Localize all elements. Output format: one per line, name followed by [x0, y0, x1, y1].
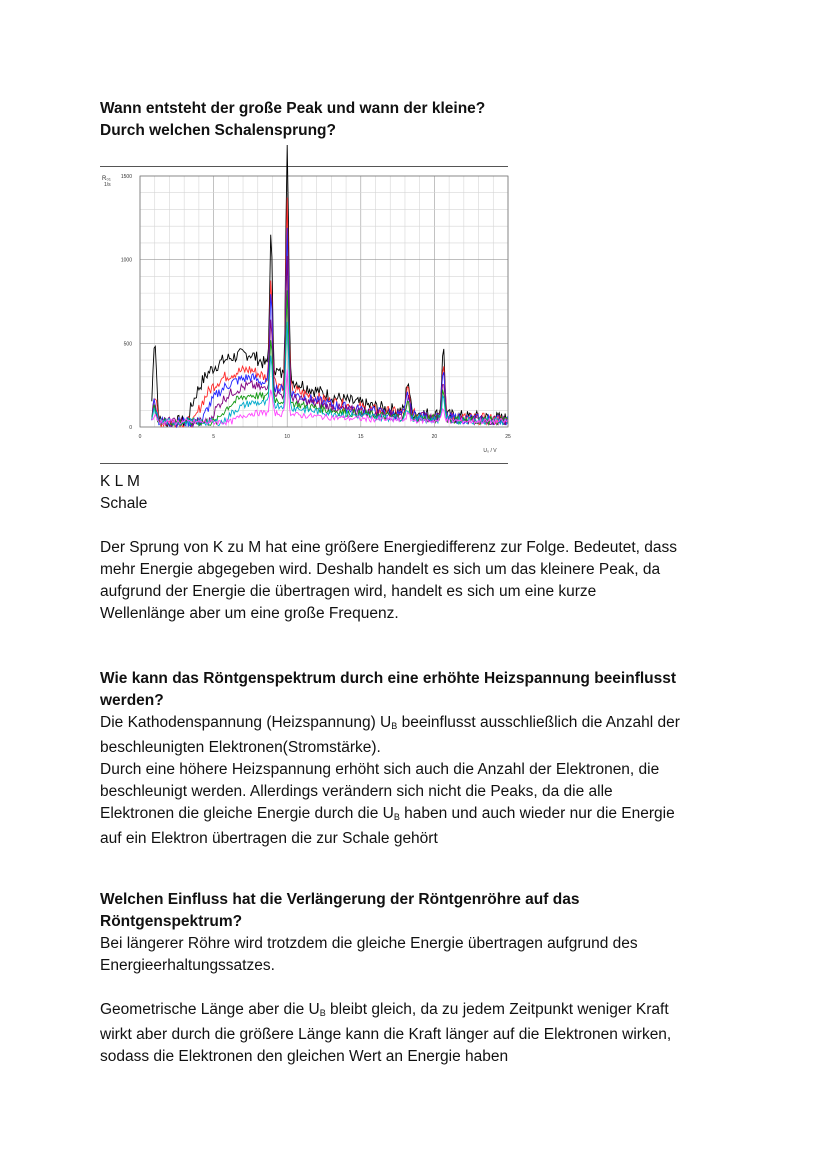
shell-labels: [100, 471, 740, 515]
para4-line2: wirkt aber durch die größere Länge kann die Kraft länger auf die Elektronen wirken,: [100, 1026, 672, 1043]
para2-line3: Durch eine höhere Heizspannung erhöht sich auch die Anzahl der Elektronen, die: [100, 761, 660, 778]
x-tick-label: 10: [284, 434, 290, 440]
para3-line1: Bei längerer Röhre wird trotzdem die gleiche Energie übertragen aufgrund des: [100, 935, 638, 952]
para2-line4: beschleunigt werden. Allerdings verändern sich nicht die Peaks, da die alle: [100, 783, 613, 800]
x-tick-label: 25: [505, 434, 511, 440]
heading-peaks: [100, 98, 730, 142]
xray-spectrum-chart: [100, 170, 510, 455]
y-tick-label: 0: [129, 425, 132, 431]
y-axis-unit: 1/s: [104, 182, 111, 188]
answer-peaks: [100, 537, 740, 625]
heading-peaks-line1: Wann entsteht der große Peak und wann der kleine?: [100, 100, 486, 117]
chart-series: [152, 145, 508, 427]
heading3-line2: Röntgenspektrum?: [100, 913, 243, 930]
shell-caption: Schale: [100, 495, 148, 512]
y-tick-label: 1000: [120, 257, 132, 264]
chart-svg: [100, 170, 510, 455]
para2-line6: auf ein Elektron übertragen die zur Schale gehört: [100, 830, 438, 847]
para1-line4: Wellenlänge aber um eine große Frequenz.: [100, 605, 399, 622]
heading-peaks-line2: Durch welchen Schalensprung?: [100, 122, 336, 139]
section-roehre: [100, 889, 740, 1068]
para4-line1: Geometrische Länge aber die $U_B$ bleibt gleich, da zu jedem Zeitpunkt weniger Kraft: [100, 1001, 669, 1018]
y-tick-label: 1500: [120, 174, 132, 180]
heading2-line1: Wie kann das Röntgenspektrum durch eine erhöhte Heizspannung beeinflusst: [100, 670, 677, 687]
para2-line5: Elektronen die gleiche Energie durch die $U_B$ haben und auch wieder nur die Energie: [100, 805, 675, 822]
section-heizspannung: [100, 668, 740, 850]
x-axis-label: U₀ / V: [483, 448, 497, 454]
spectrum-series-line: [152, 198, 508, 427]
x-tick-label: 20: [431, 434, 438, 440]
para2-line1: Die Kathodenspannung (Heizspannung) $U_B$ beeinflusst ausschließlich die Anzahl der: [100, 714, 680, 731]
heading2-line2: werden?: [100, 692, 164, 709]
plot-frame: [140, 176, 508, 427]
para1-line2: mehr Energie abgegeben wird. Deshalb handelt es sich um das kleinere Peak, da: [100, 561, 661, 578]
x-tick-label: 15: [358, 434, 364, 440]
y-tick-label: 500: [123, 341, 132, 348]
chart-grid: [140, 176, 508, 427]
para3-line2: Energieerhaltungssatzes.: [100, 957, 275, 974]
spectrum-series-line: [152, 145, 508, 427]
x-tick-label: 5: [212, 434, 215, 440]
x-tick-label: 0: [138, 434, 142, 440]
shell-letters: K L M: [100, 473, 140, 490]
para1-line1: Der Sprung von K zu M hat eine größere Energiedifferenz zur Folge. Bedeutet, dass: [100, 539, 677, 556]
para4-line3: sodass die Elektronen den gleichen Wert an Energie haben: [100, 1048, 509, 1065]
para2-line2: beschleunigten Elektronen(Stromstärke).: [100, 739, 381, 756]
heading3-line1: Welchen Einfluss hat die Verlängerung der Röntgenröhre auf das: [100, 891, 580, 908]
para1-line3: aufgrund der Energie die übertragen wird, handelt es sich um eine kurze: [100, 583, 597, 600]
top-divider: [100, 166, 508, 167]
y-axis-label: R₀₁: [102, 176, 111, 182]
bottom-divider: [100, 463, 508, 464]
